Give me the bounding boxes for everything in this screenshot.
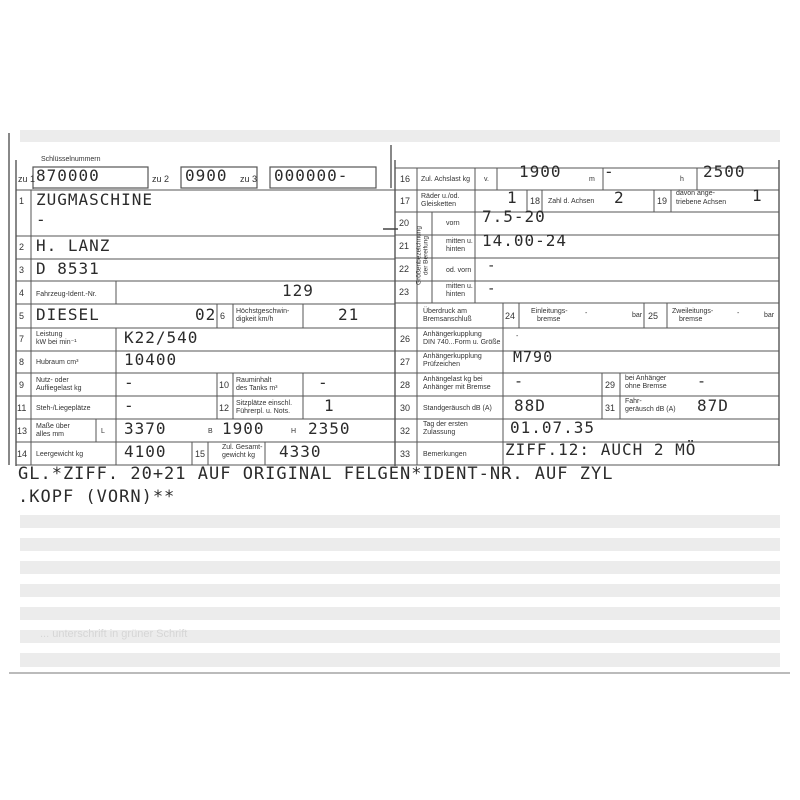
field-4-label: Fahrzeug-Ident.-Nr.	[36, 291, 97, 298]
field-13-label-a: Maße über	[36, 423, 70, 430]
field-27-label-b: Prüfzeichen	[423, 361, 460, 368]
field-19-label-a: davon ange-	[676, 190, 715, 197]
schluessel-label: Schlüsselnummern	[41, 156, 101, 163]
field-27-value: M790	[513, 348, 554, 366]
field-13-height: 2350	[308, 419, 351, 438]
field-6-label-b: digkeit km/h	[236, 316, 274, 323]
zu1-prefix: zu 1	[18, 174, 36, 184]
field-17-label-b: Gleisketten	[421, 201, 457, 208]
field-24-label-a: Einleitungs-	[531, 308, 568, 315]
field-13-width: 1900	[222, 419, 265, 438]
remarks-line-1: GL.*ZIFF. 20+21 AUF ORIGINAL FELGEN*IDENT-NR. AUF ZYL	[18, 464, 614, 484]
field-7-label-b: kW bei min⁻¹	[36, 339, 77, 346]
field-8-value: 10400	[124, 350, 178, 369]
field-25-label-a: Zweileitungs-	[672, 308, 714, 315]
field-33-label: Bemerkungen	[423, 451, 467, 458]
zu2-prefix: zu 2	[152, 174, 170, 184]
field-5-value: DIESEL	[36, 305, 100, 324]
field-28-number: 28	[400, 380, 411, 390]
field-22-label: od. vorn	[446, 267, 472, 274]
brake-pressure-label-b: Bremsanschluß	[423, 316, 472, 323]
field-21-value: 14.00-24	[482, 231, 568, 250]
field-2-value: H. LANZ	[36, 236, 111, 255]
field-13-h-label: H	[291, 428, 297, 435]
tyre-size-label-a: Größenbezeichnung	[415, 226, 423, 285]
field-26-label-a: Anhängerkupplung	[423, 331, 482, 338]
field-19-number: 19	[657, 196, 668, 206]
field-18-value: 2	[614, 188, 625, 207]
zu2-value: 0900	[185, 166, 228, 185]
field-8-number: 8	[19, 357, 25, 367]
field-2-number: 2	[19, 242, 25, 252]
field-7-value: K22/540	[124, 328, 199, 347]
field-28-label-b: Anhänger mit Bremse	[423, 384, 491, 391]
field-31-label-a: Fahr-	[625, 398, 642, 405]
field-15-label-a: Zul. Gesamt-	[222, 444, 263, 451]
field-16-m-label: m	[589, 176, 595, 183]
field-3-value: D 8531	[36, 259, 100, 278]
field-10-value: -	[318, 373, 329, 392]
zu1-value: 870000	[36, 166, 100, 185]
field-16-label: Zul. Achslast kg	[421, 176, 471, 183]
field-13-label-b: alles mm	[36, 431, 65, 438]
field-24-number: 24	[505, 311, 516, 321]
field-23-value: -	[487, 281, 497, 297]
zu3-prefix: zu 3	[240, 174, 258, 184]
field-25-unit: bar	[764, 312, 775, 319]
field-10-number: 10	[219, 380, 230, 390]
field-17-number: 17	[400, 196, 411, 206]
field-29-value: -	[697, 372, 708, 390]
field-12-label-a: Sitzplätze einschl.	[236, 400, 293, 407]
field-15-value: 4330	[279, 442, 322, 461]
field-25-label-b: bremse	[679, 316, 703, 323]
field-32-label-b: Zulassung	[423, 429, 456, 436]
field-13-length: 3370	[124, 419, 167, 438]
field-23-label-a: mitten u.	[446, 283, 473, 290]
field-29-label-b: ohne Bremse	[625, 383, 667, 390]
field-16-rear-value: 2500	[703, 162, 746, 181]
field-24-unit: bar	[632, 312, 643, 319]
field-16-middle-value: -	[604, 162, 615, 181]
field-28-label-a: Anhängelast kg bei	[423, 376, 483, 383]
field-11-number: 11	[17, 403, 27, 413]
field-5-code: 02	[195, 305, 217, 324]
field-12-value: 1	[324, 396, 335, 415]
field-23-number: 23	[399, 287, 410, 297]
field-32-label-a: Tag der ersten	[423, 421, 468, 428]
field-7-label-a: Leistung	[36, 331, 63, 338]
field-9-label-a: Nutz- oder	[36, 377, 69, 384]
field-6-value: 21	[338, 305, 360, 324]
field-29-number: 29	[605, 380, 616, 390]
field-23-label-b: hinten	[446, 291, 466, 298]
field-30-value: 88D	[514, 396, 546, 415]
faded-footer-text: ... unterschrift in grüner Schrift	[40, 628, 188, 640]
field-31-value: 87D	[697, 396, 729, 415]
field-13-l-label: L	[101, 428, 105, 435]
field-33-value: ZIFF.12: AUCH 2 MÖ	[505, 440, 697, 459]
field-12-label-b: Führerpl. u. Nots.	[236, 408, 291, 415]
field-16-h-label: h	[680, 176, 684, 183]
field-9-label-b: Aufliegelast kg	[36, 385, 82, 392]
field-31-number: 31	[605, 403, 616, 413]
field-33-number: 33	[400, 449, 411, 459]
field-17-label-a: Räder u./od.	[421, 193, 460, 200]
field-13-number: 13	[17, 426, 28, 436]
field-21-number: 21	[399, 241, 410, 251]
field-20-label: vorn	[446, 220, 460, 227]
field-11-label: Steh-/Liegeplätze	[36, 405, 91, 412]
tyre-size-label-b: der Bereifung	[422, 235, 430, 276]
field-18-label: Zahl d. Achsen	[548, 198, 595, 205]
field-11-value: -	[124, 396, 135, 415]
field-10-label-b: des Tanks m³	[236, 385, 278, 392]
field-6-label-a: Höchstgeschwin-	[236, 308, 290, 315]
field-25-number: 25	[648, 311, 659, 321]
field-27-number: 27	[400, 357, 411, 367]
field-1-value: ZUGMASCHINE	[36, 190, 153, 209]
field-24-value: -	[585, 310, 588, 317]
field-7-number: 7	[19, 334, 25, 344]
field-30-label: Standgeräusch dB (A)	[423, 405, 492, 412]
field-12-number: 12	[219, 403, 230, 413]
field-19-value: 1	[752, 186, 763, 205]
field-13-b-label: B	[208, 428, 213, 435]
field-20-number: 20	[399, 218, 410, 228]
field-3-number: 3	[19, 265, 25, 275]
field-6-number: 6	[220, 311, 226, 321]
field-20-value: 7.5-20	[482, 207, 546, 226]
field-4-value: 129	[282, 281, 314, 300]
field-17-value: 1	[507, 188, 518, 207]
field-4-number: 4	[19, 288, 25, 298]
field-16-v-label: v.	[484, 176, 489, 183]
field-31-label-b: geräusch dB (A)	[625, 406, 676, 413]
field-25-value: -	[737, 310, 740, 317]
zu3-value: 000000-	[274, 166, 349, 185]
field-16-front-value: 1900	[519, 162, 562, 181]
field-24-label-b: bremse	[537, 316, 561, 323]
field-26-label-b: DIN 740...Form u. Größe	[423, 339, 501, 346]
field-18-number: 18	[530, 196, 541, 206]
field-28-value: -	[514, 372, 525, 390]
field-32-number: 32	[400, 426, 411, 436]
field-1-number: 1	[19, 196, 25, 206]
field-26-number: 26	[400, 334, 411, 344]
brake-pressure-label-a: Überdruck am	[423, 308, 467, 315]
field-9-number: 9	[19, 380, 25, 390]
field-15-number: 15	[195, 449, 206, 459]
remarks-line-2: .KOPF (VORN)**	[18, 487, 176, 507]
field-22-number: 22	[399, 264, 410, 274]
field-14-label: Leergewicht kg	[36, 451, 84, 458]
field-8-label: Hubraum cm³	[36, 359, 79, 366]
field-14-number: 14	[17, 449, 28, 459]
field-32-value: 01.07.35	[510, 418, 596, 437]
field-16-number: 16	[400, 174, 411, 184]
field-5-number: 5	[19, 311, 25, 321]
field-26-value: -	[516, 333, 519, 340]
field-29-label-a: bei Anhänger	[625, 375, 667, 382]
field-30-number: 30	[400, 403, 411, 413]
field-10-label-a: Rauminhalt	[236, 377, 272, 384]
field-21-label-b: hinten	[446, 246, 466, 253]
field-1-value2: -	[36, 210, 47, 229]
field-19-label-b: triebene Achsen	[676, 199, 727, 206]
field-21-label-a: mitten u.	[446, 238, 473, 245]
field-14-value: 4100	[124, 442, 167, 461]
field-22-value: -	[487, 258, 497, 274]
field-15-label-b: gewicht kg	[222, 452, 256, 459]
field-9-value: -	[124, 373, 135, 392]
field-27-label-a: Anhängerkupplung	[423, 353, 482, 360]
